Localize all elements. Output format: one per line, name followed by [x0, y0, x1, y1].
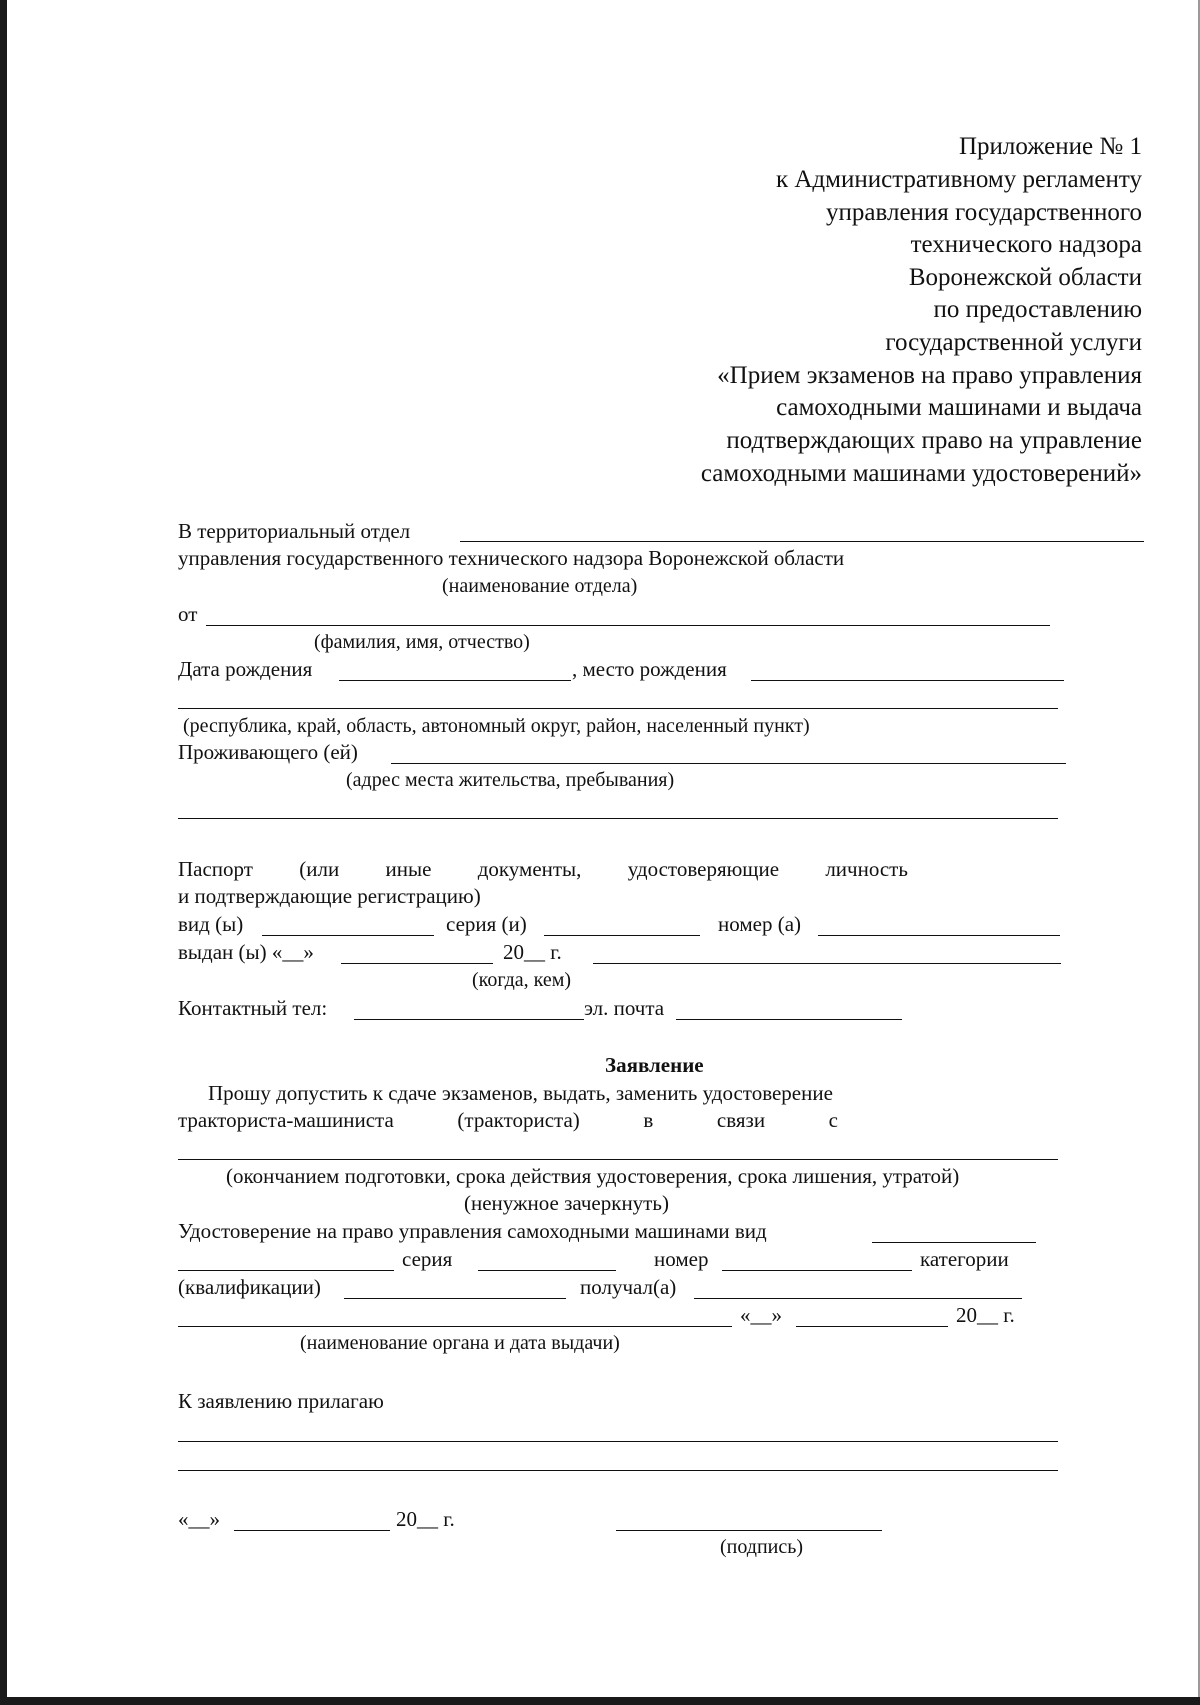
scan-border-bottom: [0, 1697, 1200, 1705]
signature-field[interactable]: [616, 1530, 882, 1531]
passport-word: Паспорт: [178, 857, 253, 881]
dob-label: Дата рождения: [178, 657, 313, 681]
header-line: Воронежской области: [908, 264, 1142, 291]
license-category-label: категории: [920, 1247, 1009, 1271]
sign-day-label: «__»: [178, 1507, 220, 1531]
statement-line-1: Прошу допустить к сдаче экзаменов, выдать, заменить удостоверение: [208, 1081, 833, 1105]
qualification-label: (квалификации): [178, 1275, 321, 1299]
residence-field[interactable]: [391, 763, 1066, 764]
passport-line-1: [178, 856, 908, 882]
dob-field[interactable]: [339, 680, 571, 681]
statement-word: с: [828, 1108, 838, 1132]
qualification-field[interactable]: [344, 1298, 566, 1299]
email-field[interactable]: [676, 1019, 902, 1020]
birthplace-field[interactable]: [751, 680, 1064, 681]
statement-title: Заявление: [605, 1053, 704, 1077]
passport-word: документы,: [477, 857, 582, 881]
header-line: самоходными машинами и выдача: [776, 394, 1142, 421]
passport-word: личность: [825, 857, 908, 881]
reason-field[interactable]: [178, 1159, 1058, 1160]
license-issue-year-label: 20__ г.: [956, 1303, 1015, 1327]
received-label: получал(а): [580, 1275, 677, 1299]
header-line: самоходными машинами удостоверений»: [700, 460, 1142, 487]
phone-field[interactable]: [354, 1019, 584, 1020]
statement-word: связи: [716, 1108, 766, 1132]
fio-hint: (фамилия, имя, отчество): [314, 631, 530, 653]
attachments-label: К заявлению прилагаю: [178, 1389, 384, 1413]
passport-word: (или: [299, 857, 340, 881]
statement-word: (тракториста): [457, 1108, 580, 1132]
from-label: от: [178, 602, 198, 626]
license-kind-field-line2[interactable]: [178, 1270, 394, 1271]
license-label: Удостоверение на право управления самоходными машинами вид: [178, 1219, 767, 1243]
reason-hint: (окончанием подготовки, срока действия удостоверения, срока лишения, утратой): [226, 1164, 960, 1188]
attachments-field-line1[interactable]: [178, 1441, 1058, 1442]
license-kind-field[interactable]: [872, 1242, 1036, 1243]
email-label: эл. почта: [584, 996, 665, 1020]
department-field[interactable]: [460, 541, 1144, 542]
statement-word: в: [643, 1108, 654, 1132]
passport-issued-by-field[interactable]: [593, 963, 1061, 964]
license-series-field[interactable]: [478, 1270, 616, 1271]
header-line: Приложение № 1: [958, 133, 1142, 160]
passport-issued-year-label: 20__ г.: [503, 940, 562, 964]
header-line: подтверждающих право на управление: [726, 427, 1142, 454]
license-series-label: серия: [402, 1247, 453, 1271]
header-line: технического надзора: [910, 231, 1142, 258]
received-field[interactable]: [694, 1298, 1022, 1299]
passport-word: удостоверяющие: [627, 857, 780, 881]
issuing-organ-field[interactable]: [178, 1326, 732, 1327]
passport-kind-field[interactable]: [262, 935, 434, 936]
passport-issued-label: выдан (ы) «__»: [178, 940, 314, 964]
license-number-field[interactable]: [722, 1270, 912, 1271]
header-line: по предоставлению: [933, 296, 1142, 323]
header-line: управления государственного: [826, 199, 1142, 226]
phone-label: Контактный тел:: [178, 996, 328, 1020]
residence-hint: (адрес места жительства, пребывания): [346, 769, 675, 791]
passport-number-label: номер (а): [718, 912, 802, 936]
passport-word: иные: [385, 857, 432, 881]
header-line: «Прием экзаменов на право управления: [717, 362, 1142, 389]
sign-month-field[interactable]: [234, 1530, 390, 1531]
passport-issued-date-field[interactable]: [341, 963, 493, 964]
birthplace-field-line2[interactable]: [178, 708, 1058, 709]
statement-line-2: [178, 1107, 838, 1133]
passport-series-field[interactable]: [544, 935, 700, 936]
passport-issued-hint: (когда, кем): [472, 969, 572, 991]
sign-year-label: 20__ г.: [396, 1507, 455, 1531]
residence-field-line2[interactable]: [178, 818, 1058, 819]
residence-label: Проживающего (ей): [178, 740, 358, 764]
birthplace-hint: (республика, край, область, автономный округ, район, населенный пункт): [183, 715, 810, 737]
strike-hint: (ненужное зачеркнуть): [464, 1191, 669, 1215]
attachments-field-line2[interactable]: [178, 1470, 1058, 1471]
fio-field[interactable]: [206, 625, 1050, 626]
scan-border-left: [0, 0, 7, 1705]
passport-number-field[interactable]: [818, 935, 1060, 936]
header-line: к Административному регламенту: [775, 166, 1142, 193]
to-department-label: В территориальный отдел: [178, 519, 411, 543]
department-name: управления государственного технического надзора Воронежской области: [178, 546, 845, 570]
department-hint: (наименование отдела): [442, 575, 638, 597]
birthplace-label: , место рождения: [572, 657, 727, 681]
passport-series-label: серия (и): [446, 912, 527, 936]
header-line: государственной услуги: [885, 329, 1142, 356]
license-number-label: номер: [654, 1247, 709, 1271]
signature-hint: (подпись): [720, 1536, 804, 1558]
license-issue-month-field[interactable]: [796, 1326, 948, 1327]
passport-kind-label: вид (ы): [178, 912, 244, 936]
issuing-organ-hint: (наименование органа и дата выдачи): [300, 1332, 620, 1354]
statement-word: тракториста-машиниста: [178, 1108, 394, 1132]
license-issue-day-label: «__»: [740, 1303, 782, 1327]
passport-line-2: и подтверждающие регистрацию): [178, 884, 481, 908]
